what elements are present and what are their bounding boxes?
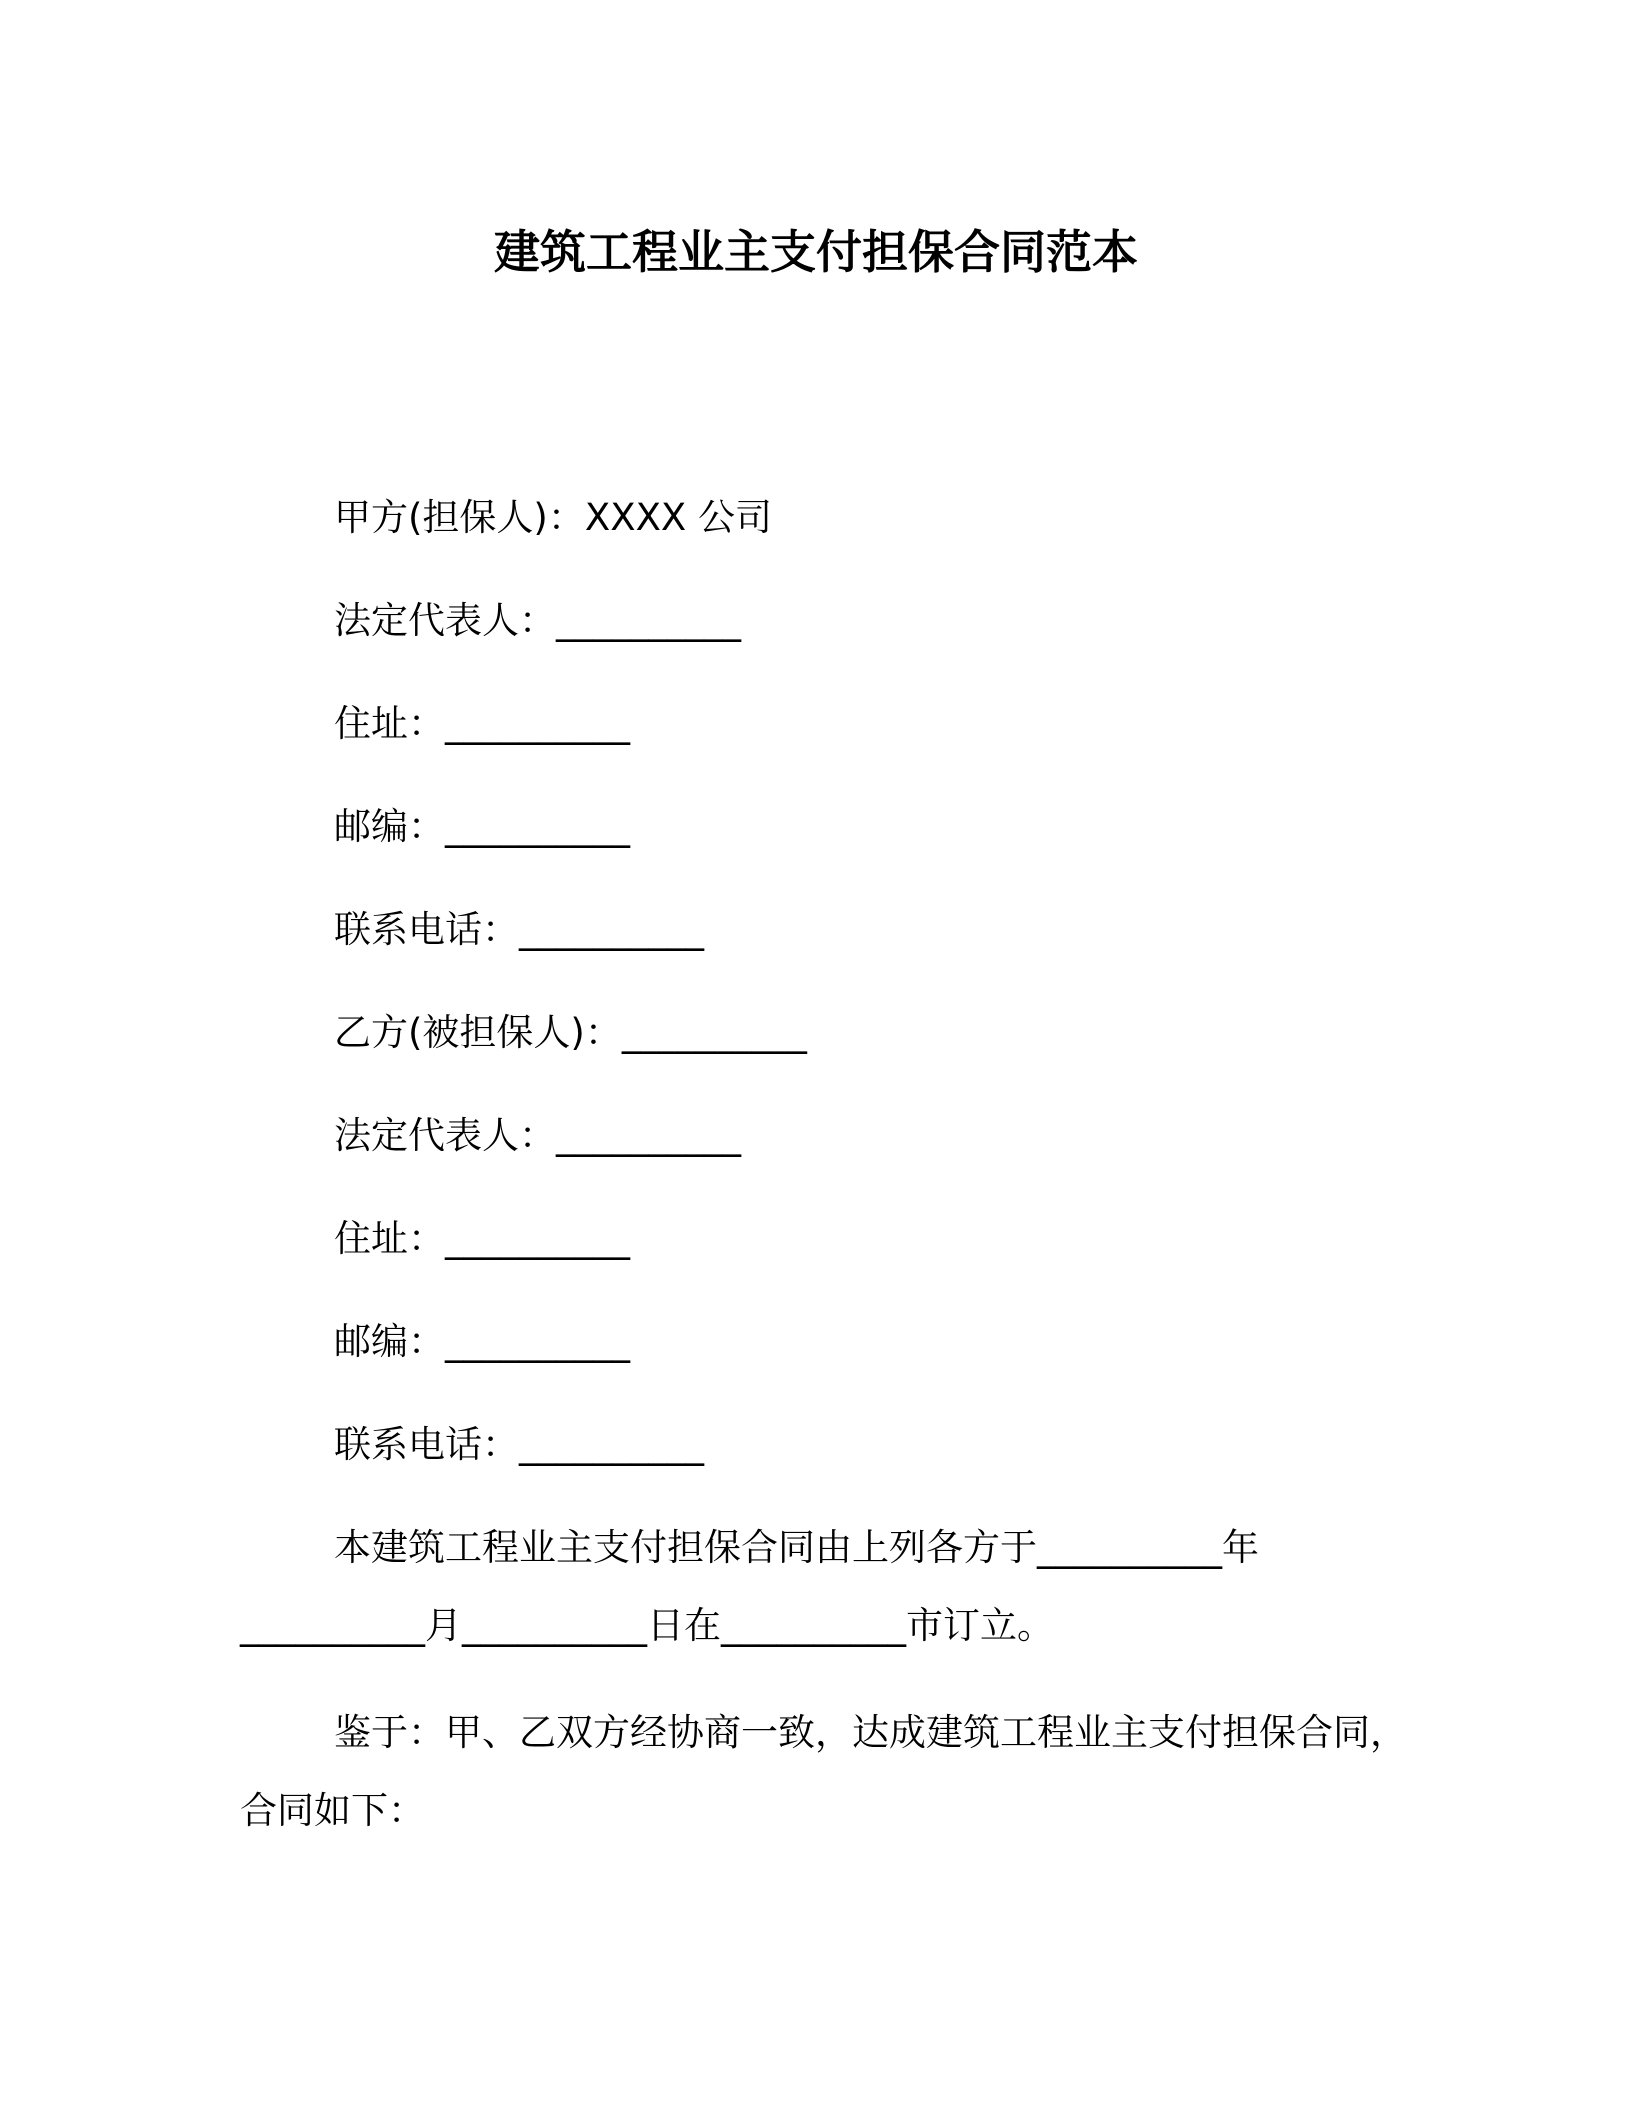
paragraph-signing-line-1: 本建筑工程业主支付担保合同由上列各方于__________年 (334, 1526, 1259, 1569)
paragraph-recital-line-2: 合同如下： (240, 1789, 425, 1832)
party-b-phone: 联系电话：__________ (334, 1423, 704, 1466)
paragraph-recital-line-1: 鉴于：甲、乙双方经协商一致，达成建筑工程业主支付担保合同， (334, 1711, 1407, 1754)
party-a-postcode: 邮编：__________ (334, 805, 630, 848)
party-b-header: 乙方(被担保人)：__________ (334, 1011, 807, 1054)
party-a-phone: 联系电话：__________ (334, 908, 704, 951)
document-title: 建筑工程业主支付担保合同范本 (494, 225, 1138, 279)
party-b-legal-rep: 法定代表人：__________ (334, 1114, 741, 1157)
party-a-header: 甲方(担保人)：XXXX 公司 (334, 496, 773, 539)
party-a-address: 住址：__________ (334, 702, 630, 745)
party-b-address: 住址：__________ (334, 1217, 630, 1260)
party-b-postcode: 邮编：__________ (334, 1320, 630, 1363)
paragraph-signing-line-2: __________月__________日在__________市订立。 (240, 1604, 1054, 1647)
party-a-legal-rep: 法定代表人：__________ (334, 599, 741, 642)
